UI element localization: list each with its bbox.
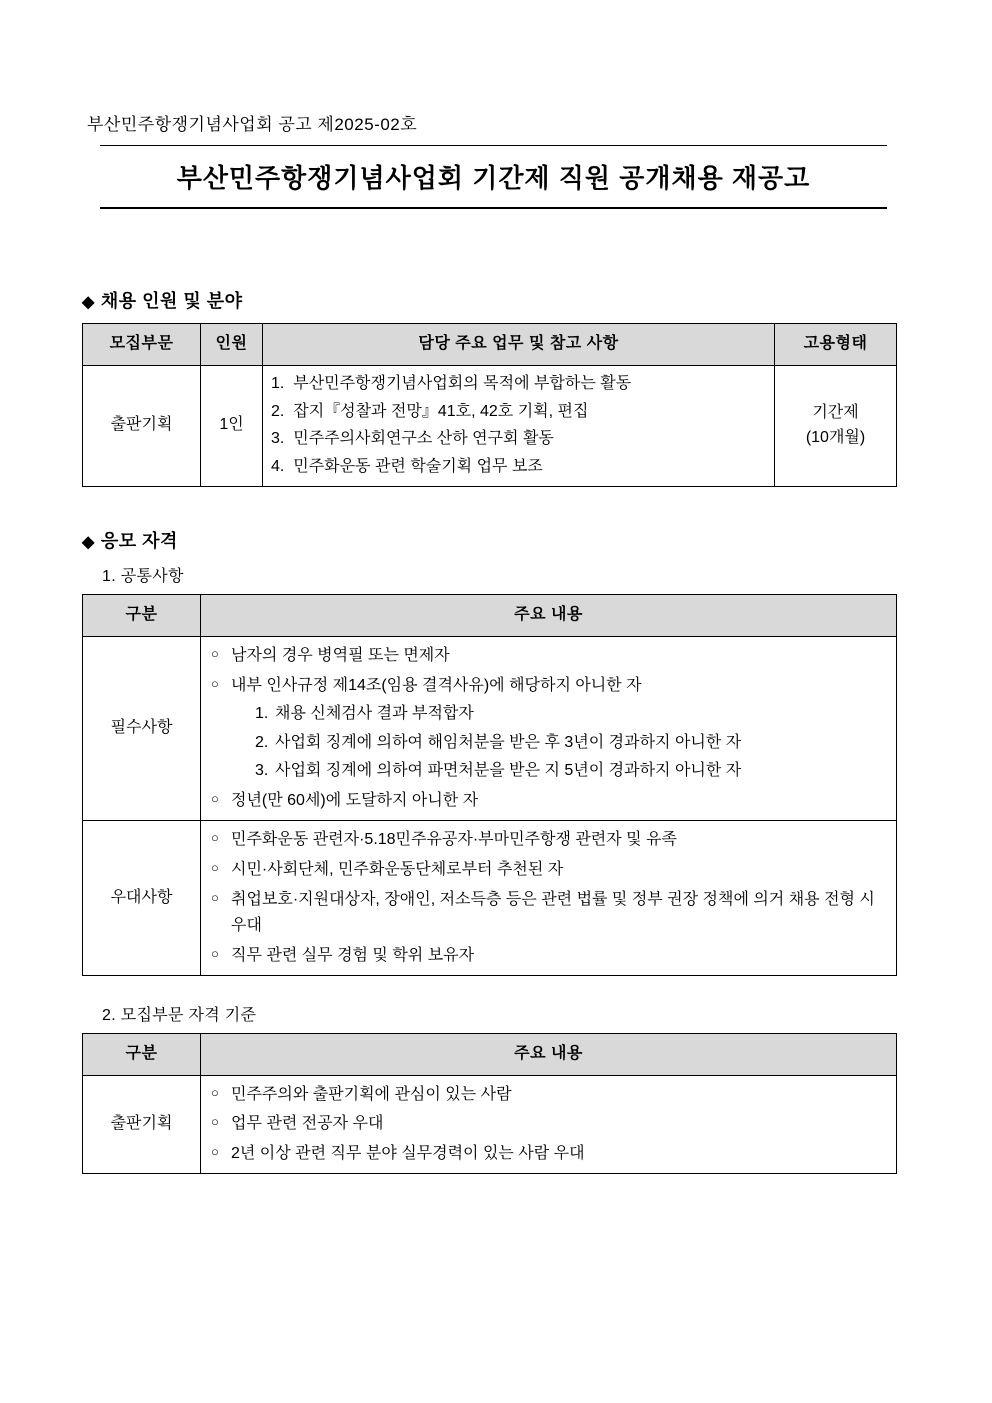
employment-type-line: (10개월)	[805, 428, 866, 446]
list-item: ○ 남자의 경우 병역필 또는 면제자	[209, 643, 888, 669]
cell-category-publishing: 출판기획	[83, 1075, 201, 1174]
cell-field: 출판기획	[83, 365, 201, 486]
list-item: ○ 취업보호·지원대상자, 장애인, 저소득층 등은 관련 법률 및 정부 권장 정책에 의거 채용 전형 시 우대	[209, 887, 888, 939]
recruitment-table	[82, 323, 897, 487]
section-heading-recruitment	[82, 287, 897, 313]
nested-list	[231, 701, 888, 785]
section-heading-text: 응모 자격	[100, 530, 178, 551]
document-number: 부산민주항쟁기념사업회 공고 제2025-02호	[87, 115, 418, 134]
subsection-label-field-criteria: 2. 모집부문 자격 기준	[102, 1006, 257, 1024]
cell-employment-type	[775, 365, 897, 486]
column-header-employment-type: 고용형태	[775, 324, 897, 366]
employment-type-line: 기간제	[812, 404, 859, 422]
table-header-row	[83, 594, 897, 636]
diamond-bullet-icon: ◆	[82, 533, 95, 551]
list-item: ○ 민주화운동 관련자·5.18민주유공자·부마민주항쟁 관련자 및 유족	[209, 827, 888, 853]
list-item: ○ 시민·사회단체, 민주화운동단체로부터 추천된 자	[209, 857, 888, 883]
column-header-category: 구분	[83, 1033, 201, 1075]
cell-publishing-items	[201, 1075, 897, 1174]
duty-item-text: 부산민주항쟁기념사업회의 목적에 부합하는 활동	[293, 374, 632, 392]
duty-item: 2. 잡지『성찰과 전망』41호, 42호 기획, 편집	[271, 402, 589, 420]
nested-list-item: 사업회 징계에 의하여 파면처분을 받은 지 5년이 경과하지 아니한 자	[275, 762, 742, 780]
duty-item-text: 잡지『성찰과 전망』41호, 42호 기획, 편집	[293, 402, 589, 420]
table-row	[83, 636, 897, 820]
cell-category-preferred: 우대사항	[83, 821, 201, 976]
column-header-content: 주요 내용	[201, 594, 897, 636]
table-row	[83, 365, 897, 486]
diamond-bullet-icon: ◆	[82, 294, 95, 311]
duty-item-text: 민주화운동 관련 학술기획 업무 보조	[293, 458, 543, 476]
list-item: ○ 업무 관련 전공자 우대	[209, 1111, 888, 1137]
subsection-label-common: 1. 공통사항	[102, 567, 184, 585]
table-row	[83, 821, 897, 976]
nested-list-item: 채용 신체검사 결과 부적합자	[275, 704, 474, 722]
cell-required-items	[201, 636, 897, 820]
section-heading-text: 채용 인원 및 분야	[100, 291, 243, 311]
common-qualification-table	[82, 594, 897, 976]
duty-item-text: 민주주의사회연구소 산하 연구회 활동	[293, 430, 554, 448]
column-header-field: 모집부문	[83, 324, 201, 366]
list-item: ○ 2년 이상 관련 직무 분야 실무경력이 있는 사람 우대	[209, 1141, 888, 1167]
table-header-row	[83, 1033, 897, 1075]
list-item: ○ 민주주의와 출판기획에 관심이 있는 사람	[209, 1082, 888, 1108]
section-heading-qualification	[82, 527, 897, 553]
page-title: 부산민주항쟁기념사업회 기간제 직원 공개채용 재공고	[176, 163, 811, 193]
column-header-duties: 담당 주요 업무 및 참고 사항	[263, 324, 775, 366]
cell-preferred-items	[201, 821, 897, 976]
list-item-text: 내부 인사규정 제14조(임용 결격사유)에 해당하지 아니한 자	[231, 676, 642, 694]
list-item	[209, 673, 888, 785]
cell-duties	[263, 365, 775, 486]
cell-category-required: 필수사항	[83, 636, 201, 820]
duty-item: 1. 부산민주항쟁기념사업회의 목적에 부합하는 활동	[271, 374, 632, 392]
field-criteria-table	[82, 1033, 897, 1175]
list-item: ○ 정년(만 60세)에 도달하지 아니한 자	[209, 788, 888, 814]
list-item: ○ 직무 관련 실무 경험 및 학위 보유자	[209, 943, 888, 969]
column-header-content: 주요 내용	[201, 1033, 897, 1075]
table-header-row	[83, 324, 897, 366]
duty-item: 4. 민주화운동 관련 학술기획 업무 보조	[271, 458, 543, 476]
column-header-count: 인원	[201, 324, 263, 366]
duty-item: 3. 민주주의사회연구소 산하 연구회 활동	[271, 430, 554, 448]
cell-count: 1인	[201, 365, 263, 486]
column-header-category: 구분	[83, 594, 201, 636]
nested-list-item: 사업회 징계에 의하여 해임처분을 받은 후 3년이 경과하지 아니한 자	[275, 733, 742, 751]
table-row	[83, 1075, 897, 1174]
document-title-block	[100, 145, 887, 209]
